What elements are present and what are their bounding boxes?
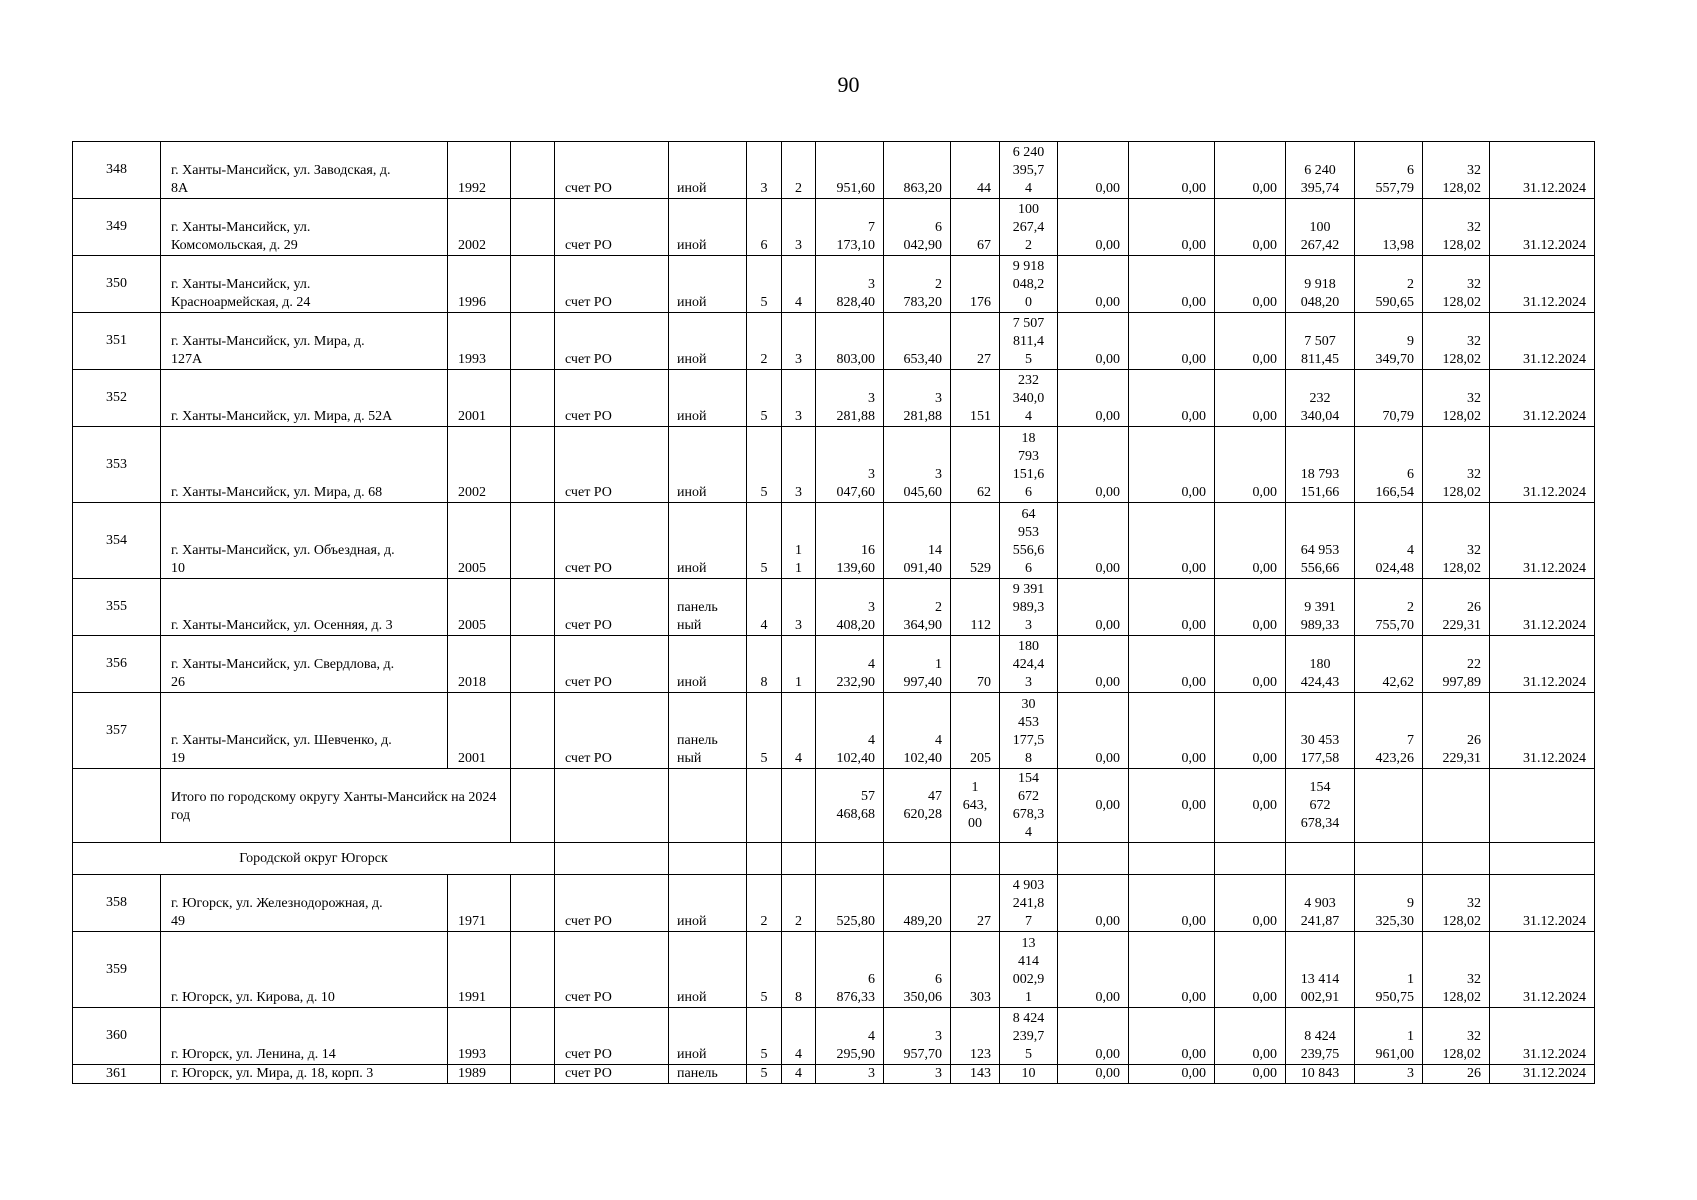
total-residents: 1 643, 00 <box>951 769 1000 843</box>
cost-total: 8 424 239,7 5 <box>1000 1008 1058 1065</box>
wall-material: иной <box>669 636 747 693</box>
cost-total: 9 918 048,2 0 <box>1000 256 1058 313</box>
residents: 151 <box>951 370 1000 427</box>
section-row <box>73 843 1595 875</box>
cost-owners: 4 903 241,87 <box>1286 875 1355 932</box>
row-number: 351 <box>73 313 161 370</box>
cost-fund-1: 0,00 <box>1058 636 1129 693</box>
area-total: 4 232,90 <box>816 636 884 693</box>
cost-owners: 64 953 556,66 <box>1286 503 1355 579</box>
cost-limit: 32 128,02 <box>1423 313 1490 370</box>
entrances: 3 <box>782 579 816 636</box>
empty-cell <box>511 1065 555 1084</box>
cost-owners: 9 918 048,20 <box>1286 256 1355 313</box>
floors: 5 <box>747 1008 782 1065</box>
row-number: 358 <box>73 875 161 932</box>
address: г. Ханты-Мансийск, ул. Мира, д. 68 <box>161 427 448 503</box>
cost-total: 6 240 395,7 4 <box>1000 142 1058 199</box>
area-living: 6 350,06 <box>884 932 951 1008</box>
empty-cell <box>511 636 555 693</box>
cost-fund-3: 0,00 <box>1215 579 1286 636</box>
account: счет РО <box>555 875 669 932</box>
area-living: 653,40 <box>884 313 951 370</box>
account: счет РО <box>555 256 669 313</box>
cost-fund-2: 0,00 <box>1129 875 1215 932</box>
table-row <box>73 579 1595 636</box>
wall-material: иной <box>669 427 747 503</box>
table-row <box>73 256 1595 313</box>
table-row <box>73 1065 1595 1084</box>
wall-material: иной <box>669 370 747 427</box>
total-label: Итого по городскому округу Ханты-Мансийск на 2024 год <box>161 769 511 843</box>
table-row <box>73 636 1595 693</box>
cost-fund-3: 0,00 <box>1215 199 1286 256</box>
planned-date: 31.12.2024 <box>1490 693 1595 769</box>
area-total: 6 876,33 <box>816 932 884 1008</box>
table-row <box>73 875 1595 932</box>
year: 2001 <box>448 370 511 427</box>
row-number: 355 <box>73 579 161 636</box>
planned-date: 31.12.2024 <box>1490 875 1595 932</box>
wall-material: иной <box>669 142 747 199</box>
address: г. Югорск, ул. Кирова, д. 10 <box>161 932 448 1008</box>
residents: 529 <box>951 503 1000 579</box>
floors: 5 <box>747 370 782 427</box>
cost-limit: 26 <box>1423 1065 1490 1084</box>
floors: 2 <box>747 313 782 370</box>
planned-date: 31.12.2024 <box>1490 313 1595 370</box>
entrances: 1 1 <box>782 503 816 579</box>
wall-material: панель <box>669 1065 747 1084</box>
area-living: 6 042,90 <box>884 199 951 256</box>
row-number: 360 <box>73 1008 161 1065</box>
residents: 44 <box>951 142 1000 199</box>
cost-fund-3: 0,00 <box>1215 313 1286 370</box>
year: 1992 <box>448 142 511 199</box>
residents: 303 <box>951 932 1000 1008</box>
total-area-living: 47 620,28 <box>884 769 951 843</box>
area-living: 3 <box>884 1065 951 1084</box>
cost-fund-1: 0,00 <box>1058 199 1129 256</box>
page-number: 90 <box>837 72 860 97</box>
cost-limit: 32 128,02 <box>1423 1008 1490 1065</box>
table-row <box>73 1008 1595 1065</box>
table-row <box>73 313 1595 370</box>
year: 1991 <box>448 932 511 1008</box>
total-cost: 154 672 678,3 4 <box>1000 769 1058 843</box>
row-number: 356 <box>73 636 161 693</box>
address: г. Югорск, ул. Мира, д. 18, корп. 3 <box>161 1065 448 1084</box>
cost-fund-1: 0,00 <box>1058 427 1129 503</box>
entrances: 4 <box>782 256 816 313</box>
row-number: 361 <box>73 1065 161 1084</box>
floors: 3 <box>747 142 782 199</box>
entrances: 2 <box>782 142 816 199</box>
planned-date: 31.12.2024 <box>1490 932 1595 1008</box>
table-row <box>73 932 1595 1008</box>
floors: 8 <box>747 636 782 693</box>
cost-total: 10 <box>1000 1065 1058 1084</box>
table-row <box>73 142 1595 199</box>
floors: 6 <box>747 199 782 256</box>
row-number: 352 <box>73 370 161 427</box>
planned-date: 31.12.2024 <box>1490 142 1595 199</box>
wall-material: иной <box>669 932 747 1008</box>
cost-total: 7 507 811,4 5 <box>1000 313 1058 370</box>
cost-owners: 30 453 177,58 <box>1286 693 1355 769</box>
cost-limit: 32 128,02 <box>1423 199 1490 256</box>
account: счет РО <box>555 1065 669 1084</box>
cost-fund-3: 0,00 <box>1215 142 1286 199</box>
cost-total: 232 340,0 4 <box>1000 370 1058 427</box>
empty-cell <box>511 693 555 769</box>
cost-fund-2: 0,00 <box>1129 256 1215 313</box>
cost-limit: 32 128,02 <box>1423 427 1490 503</box>
total-c4: 154 672 678,34 <box>1286 769 1355 843</box>
cost-fund-1: 0,00 <box>1058 370 1129 427</box>
residents: 176 <box>951 256 1000 313</box>
address: г. Ханты-Мансийск, ул. Мира, д. 127А <box>161 313 448 370</box>
year: 2005 <box>448 503 511 579</box>
cost-limit: 32 128,02 <box>1423 875 1490 932</box>
cost-owners: 180 424,43 <box>1286 636 1355 693</box>
year: 1971 <box>448 875 511 932</box>
cost-owners: 6 240 395,74 <box>1286 142 1355 199</box>
wall-material: панель ный <box>669 579 747 636</box>
cost-per-sqm: 6 166,54 <box>1355 427 1423 503</box>
account: счет РО <box>555 693 669 769</box>
cost-fund-3: 0,00 <box>1215 1008 1286 1065</box>
area-total: 4 102,40 <box>816 693 884 769</box>
empty-cell <box>511 1008 555 1065</box>
cost-per-sqm: 70,79 <box>1355 370 1423 427</box>
cost-fund-2: 0,00 <box>1129 427 1215 503</box>
entrances: 3 <box>782 427 816 503</box>
cost-fund-2: 0,00 <box>1129 693 1215 769</box>
cost-fund-3: 0,00 <box>1215 693 1286 769</box>
empty-cell <box>511 199 555 256</box>
area-living: 3 957,70 <box>884 1008 951 1065</box>
planned-date: 31.12.2024 <box>1490 256 1595 313</box>
empty-cell <box>511 256 555 313</box>
cost-limit: 32 128,02 <box>1423 503 1490 579</box>
cost-per-sqm: 1 961,00 <box>1355 1008 1423 1065</box>
floors: 5 <box>747 932 782 1008</box>
cost-limit: 22 997,89 <box>1423 636 1490 693</box>
planned-date: 31.12.2024 <box>1490 636 1595 693</box>
cost-fund-3: 0,00 <box>1215 875 1286 932</box>
area-living: 2 783,20 <box>884 256 951 313</box>
residents: 112 <box>951 579 1000 636</box>
area-living: 3 045,60 <box>884 427 951 503</box>
cost-owners: 8 424 239,75 <box>1286 1008 1355 1065</box>
cost-owners: 7 507 811,45 <box>1286 313 1355 370</box>
entrances: 4 <box>782 1065 816 1084</box>
year: 2002 <box>448 199 511 256</box>
year: 1996 <box>448 256 511 313</box>
address: г. Ханты-Мансийск, ул. Объездная, д. 10 <box>161 503 448 579</box>
address: г. Ханты-Мансийск, ул. Свердлова, д. 26 <box>161 636 448 693</box>
area-total: 3 828,40 <box>816 256 884 313</box>
empty-cell <box>511 427 555 503</box>
entrances: 1 <box>782 636 816 693</box>
row-number: 348 <box>73 142 161 199</box>
cost-owners: 232 340,04 <box>1286 370 1355 427</box>
cost-fund-2: 0,00 <box>1129 1008 1215 1065</box>
row-number: 359 <box>73 932 161 1008</box>
cost-per-sqm: 1 950,75 <box>1355 932 1423 1008</box>
cost-per-sqm: 9 349,70 <box>1355 313 1423 370</box>
area-living: 489,20 <box>884 875 951 932</box>
planned-date: 31.12.2024 <box>1490 1008 1595 1065</box>
cost-total: 18 793 151,6 6 <box>1000 427 1058 503</box>
empty-cell <box>511 142 555 199</box>
entrances: 3 <box>782 313 816 370</box>
planned-date: 31.12.2024 <box>1490 199 1595 256</box>
cost-fund-3: 0,00 <box>1215 503 1286 579</box>
planned-date: 31.12.2024 <box>1490 579 1595 636</box>
account: счет РО <box>555 142 669 199</box>
account: счет РО <box>555 579 669 636</box>
cost-total: 30 453 177,5 8 <box>1000 693 1058 769</box>
planned-date: 31.12.2024 <box>1490 427 1595 503</box>
cost-total: 100 267,4 2 <box>1000 199 1058 256</box>
row-number: 349 <box>73 199 161 256</box>
cost-per-sqm: 6 557,79 <box>1355 142 1423 199</box>
residents: 67 <box>951 199 1000 256</box>
cost-fund-3: 0,00 <box>1215 427 1286 503</box>
cost-per-sqm: 13,98 <box>1355 199 1423 256</box>
cost-fund-1: 0,00 <box>1058 313 1129 370</box>
account: счет РО <box>555 636 669 693</box>
floors: 5 <box>747 256 782 313</box>
empty-cell <box>511 932 555 1008</box>
year: 1989 <box>448 1065 511 1084</box>
area-total: 3 047,60 <box>816 427 884 503</box>
cost-per-sqm: 4 024,48 <box>1355 503 1423 579</box>
cost-fund-3: 0,00 <box>1215 1065 1286 1084</box>
wall-material: иной <box>669 503 747 579</box>
address: г. Ханты-Мансийск, ул. Осенняя, д. 3 <box>161 579 448 636</box>
wall-material: панель ный <box>669 693 747 769</box>
planned-date: 31.12.2024 <box>1490 370 1595 427</box>
floors: 5 <box>747 693 782 769</box>
cost-per-sqm: 42,62 <box>1355 636 1423 693</box>
area-total: 16 139,60 <box>816 503 884 579</box>
cost-fund-1: 0,00 <box>1058 932 1129 1008</box>
area-total: 4 295,90 <box>816 1008 884 1065</box>
entrances: 2 <box>782 875 816 932</box>
area-total: 525,80 <box>816 875 884 932</box>
row-number: 357 <box>73 693 161 769</box>
account: счет РО <box>555 932 669 1008</box>
cost-limit: 32 128,02 <box>1423 142 1490 199</box>
wall-material: иной <box>669 199 747 256</box>
cost-fund-2: 0,00 <box>1129 932 1215 1008</box>
area-total: 3 <box>816 1065 884 1084</box>
residents: 27 <box>951 313 1000 370</box>
floors: 5 <box>747 427 782 503</box>
area-total: 951,60 <box>816 142 884 199</box>
area-total: 7 173,10 <box>816 199 884 256</box>
table-row <box>73 427 1595 503</box>
planned-date: 31.12.2024 <box>1490 503 1595 579</box>
residents: 27 <box>951 875 1000 932</box>
cost-limit: 32 128,02 <box>1423 256 1490 313</box>
cost-owners: 13 414 002,91 <box>1286 932 1355 1008</box>
address: г. Югорск, ул. Ленина, д. 14 <box>161 1008 448 1065</box>
cost-per-sqm: 7 423,26 <box>1355 693 1423 769</box>
wall-material: иной <box>669 1008 747 1065</box>
floors: 4 <box>747 579 782 636</box>
address: г. Ханты-Мансийск, ул. Комсомольская, д. 29 <box>161 199 448 256</box>
area-living: 14 091,40 <box>884 503 951 579</box>
cost-total: 13 414 002,9 1 <box>1000 932 1058 1008</box>
cost-fund-3: 0,00 <box>1215 636 1286 693</box>
buildings-table <box>72 141 1595 1084</box>
account: счет РО <box>555 503 669 579</box>
area-total: 3 281,88 <box>816 370 884 427</box>
table-row <box>73 693 1595 769</box>
empty-cell <box>511 370 555 427</box>
year: 2002 <box>448 427 511 503</box>
account: счет РО <box>555 199 669 256</box>
empty-cell <box>511 875 555 932</box>
row-number: 353 <box>73 427 161 503</box>
area-total: 3 408,20 <box>816 579 884 636</box>
cost-owners: 9 391 989,33 <box>1286 579 1355 636</box>
year: 1993 <box>448 313 511 370</box>
table-row <box>73 370 1595 427</box>
cost-fund-1: 0,00 <box>1058 579 1129 636</box>
cost-limit: 26 229,31 <box>1423 693 1490 769</box>
total-row <box>73 769 1595 843</box>
address: г. Ханты-Мансийск, ул. Мира, д. 52А <box>161 370 448 427</box>
area-total: 803,00 <box>816 313 884 370</box>
account: счет РО <box>555 370 669 427</box>
address: г. Ханты-Мансийск, ул. Красноармейская, д. 24 <box>161 256 448 313</box>
cost-fund-2: 0,00 <box>1129 503 1215 579</box>
total-c1: 0,00 <box>1058 769 1129 843</box>
account: счет РО <box>555 427 669 503</box>
cost-per-sqm: 3 <box>1355 1065 1423 1084</box>
cost-owners: 100 267,42 <box>1286 199 1355 256</box>
table-row <box>73 503 1595 579</box>
account: счет РО <box>555 1008 669 1065</box>
cost-fund-1: 0,00 <box>1058 1008 1129 1065</box>
floors: 5 <box>747 1065 782 1084</box>
area-living: 1 997,40 <box>884 636 951 693</box>
cost-fund-1: 0,00 <box>1058 503 1129 579</box>
wall-material: иной <box>669 313 747 370</box>
cost-total: 4 903 241,8 7 <box>1000 875 1058 932</box>
residents: 62 <box>951 427 1000 503</box>
cost-fund-1: 0,00 <box>1058 142 1129 199</box>
cost-fund-2: 0,00 <box>1129 1065 1215 1084</box>
address: г. Ханты-Мансийск, ул. Заводская, д. 8А <box>161 142 448 199</box>
area-living: 3 281,88 <box>884 370 951 427</box>
cost-total: 9 391 989,3 3 <box>1000 579 1058 636</box>
cost-fund-2: 0,00 <box>1129 636 1215 693</box>
floors: 2 <box>747 875 782 932</box>
cost-total: 180 424,4 3 <box>1000 636 1058 693</box>
cost-fund-2: 0,00 <box>1129 579 1215 636</box>
total-c2: 0,00 <box>1129 769 1215 843</box>
address: г. Ханты-Мансийск, ул. Шевченко, д. 19 <box>161 693 448 769</box>
empty-cell <box>511 313 555 370</box>
cost-fund-1: 0,00 <box>1058 693 1129 769</box>
wall-material: иной <box>669 256 747 313</box>
entrances: 4 <box>782 1008 816 1065</box>
empty-cell <box>511 503 555 579</box>
year: 2018 <box>448 636 511 693</box>
section-title: Городской округ Югорск <box>73 843 555 875</box>
floors: 5 <box>747 503 782 579</box>
cost-per-sqm: 2 755,70 <box>1355 579 1423 636</box>
cost-fund-3: 0,00 <box>1215 370 1286 427</box>
cost-per-sqm: 9 325,30 <box>1355 875 1423 932</box>
area-living: 4 102,40 <box>884 693 951 769</box>
entrances: 8 <box>782 932 816 1008</box>
year: 2001 <box>448 693 511 769</box>
entrances: 3 <box>782 199 816 256</box>
planned-date: 31.12.2024 <box>1490 1065 1595 1084</box>
cost-fund-1: 0,00 <box>1058 256 1129 313</box>
year: 1993 <box>448 1008 511 1065</box>
cost-fund-1: 0,00 <box>1058 1065 1129 1084</box>
total-c3: 0,00 <box>1215 769 1286 843</box>
row-number: 354 <box>73 503 161 579</box>
wall-material: иной <box>669 875 747 932</box>
year: 2005 <box>448 579 511 636</box>
cost-fund-2: 0,00 <box>1129 142 1215 199</box>
residents: 70 <box>951 636 1000 693</box>
account: счет РО <box>555 313 669 370</box>
cost-limit: 32 128,02 <box>1423 932 1490 1008</box>
cost-fund-2: 0,00 <box>1129 313 1215 370</box>
address: г. Югорск, ул. Железнодорожная, д. 49 <box>161 875 448 932</box>
cost-fund-3: 0,00 <box>1215 256 1286 313</box>
empty-cell <box>511 579 555 636</box>
cost-fund-1: 0,00 <box>1058 875 1129 932</box>
area-living: 863,20 <box>884 142 951 199</box>
total-area-total: 57 468,68 <box>816 769 884 843</box>
area-living: 2 364,90 <box>884 579 951 636</box>
cost-fund-2: 0,00 <box>1129 199 1215 256</box>
cost-limit: 26 229,31 <box>1423 579 1490 636</box>
table-row <box>73 199 1595 256</box>
cost-per-sqm: 2 590,65 <box>1355 256 1423 313</box>
cost-fund-3: 0,00 <box>1215 932 1286 1008</box>
cost-limit: 32 128,02 <box>1423 370 1490 427</box>
residents: 143 <box>951 1065 1000 1084</box>
cost-owners: 18 793 151,66 <box>1286 427 1355 503</box>
row-number: 350 <box>73 256 161 313</box>
residents: 205 <box>951 693 1000 769</box>
cost-total: 64 953 556,6 6 <box>1000 503 1058 579</box>
entrances: 4 <box>782 693 816 769</box>
entrances: 3 <box>782 370 816 427</box>
residents: 123 <box>951 1008 1000 1065</box>
cost-fund-2: 0,00 <box>1129 370 1215 427</box>
cost-owners: 10 843 <box>1286 1065 1355 1084</box>
